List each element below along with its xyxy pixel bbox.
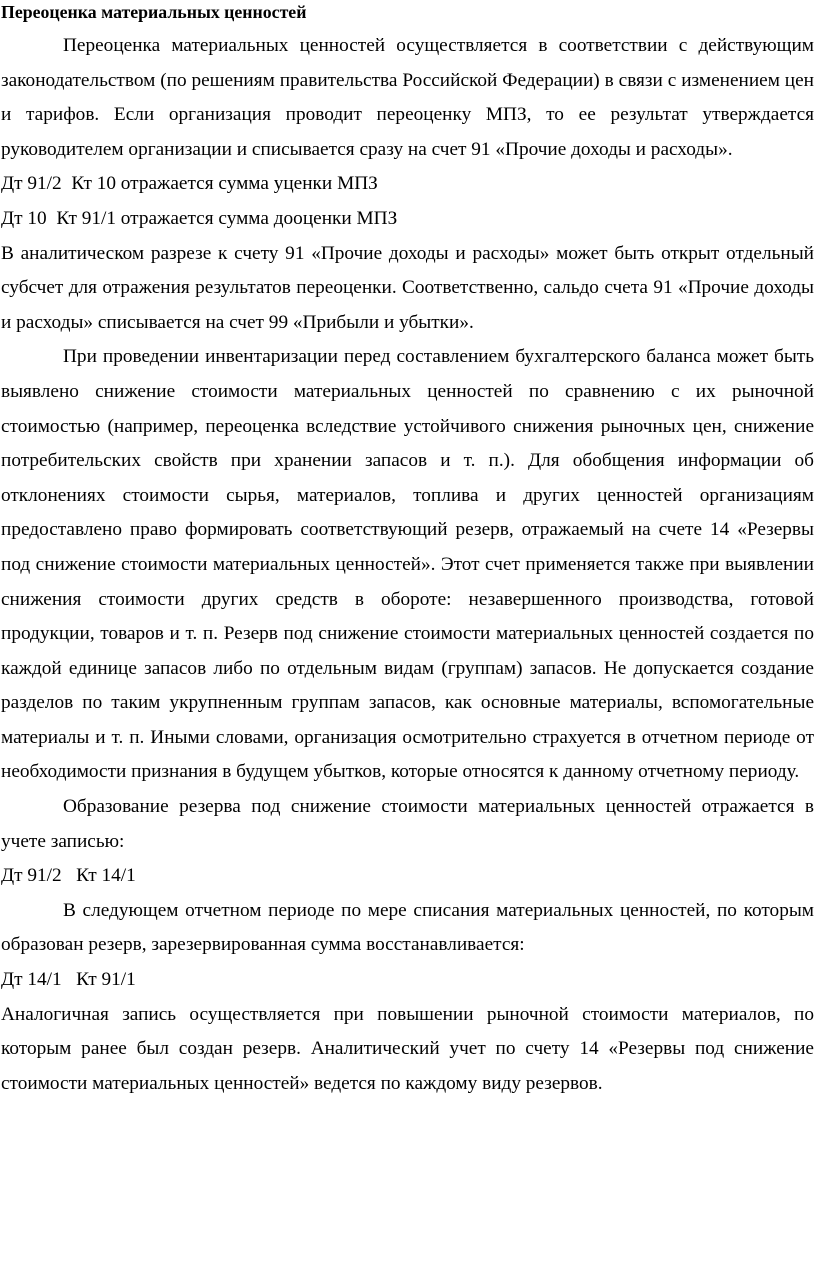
accounting-entry-markup: Дт 10 Кт 91/1 отражается сумма дооценки МПЗ [1,207,398,229]
accounting-entry-markdown: Дт 91/2 Кт 10 отражается сумма уценки МПЗ [1,173,378,195]
paragraph-reserve-formation: Образование резерва под снижение стоимости материальных ценностей отражается в учете записью: [1,796,814,852]
accounting-entry-reserve-restore: Дт 14/1 Кт 91/1 [1,969,136,991]
document-title: Переоценка материальных ценностей [1,2,307,22]
paragraph-revaluation-intro: Переоценка материальных ценностей осуществляется в соответствии с действующим законодательством (по решениям правительства Российской Федерации) в связи с изменением цен и тарифов. Если организация проводит переоценку МПЗ, то ее результат утверждается руководителем организации и списывается сразу на счет 91 «Прочие доходы и расходы». [1,35,814,160]
paragraph-analytical-subaccount: В аналитическом разрезе к счету 91 «Прочие доходы и расходы» может быть открыт отдельный субсчет для отражения результатов переоценки. Соответственно, сальдо счета 91 «Прочие доходы и расходы» списывается на счет 99 «Прибыли и убытки». [1,242,814,333]
paragraph-analytical-accounting: Аналогичная запись осуществляется при повышении рыночной стоимости материалов, по которым ранее был создан резерв. Аналитический учет по счету 14 «Резервы под снижение стоимости материальных ценностей» ведется по каждому виду резервов. [1,1003,814,1094]
paragraph-reserve-restoration: В следующем отчетном периоде по мере списания материальных ценностей, по которым образован резерв, зарезервированная сумма восстанавливается: [1,899,814,956]
paragraph-inventory-reserve: При проведении инвентаризации перед составлением бухгалтерского баланса может быть выявлено снижение стоимости материальных ценностей по сравнению с их рыночной стоимостью (например, переоценка вследствие устойчивого снижения рыночных цен, снижение потребительских свойств при хранении запасов и т. п.). Для обобщения информации об отклонениях стоимости сырья, материалов, топлива и других ценностей организациям предоставлено право формировать соответствующий резерв, отражаемый на счете 14 «Резервы под снижение стоимости материальных ценностей». Этот счет применяется также при выявлении снижения стоимости других средств в обороте: незавершенного производства, готовой продукции, товаров и т. п. Резерв под снижение стоимости материальных ценностей создается по каждой единице запасов либо по отдельным видам (группам) запасов. Не допускается создание разделов по таким укрупненным группам запасов, как основные материалы, вспомогательные материалы и т. п. Иными словами, организация осмотрительно страхуется в отчетном периоде от необходимости признания в будущем убытков, которые относятся к данному отчетному периоду. [1,346,814,783]
accounting-entry-reserve-creation: Дт 91/2 Кт 14/1 [1,865,136,887]
